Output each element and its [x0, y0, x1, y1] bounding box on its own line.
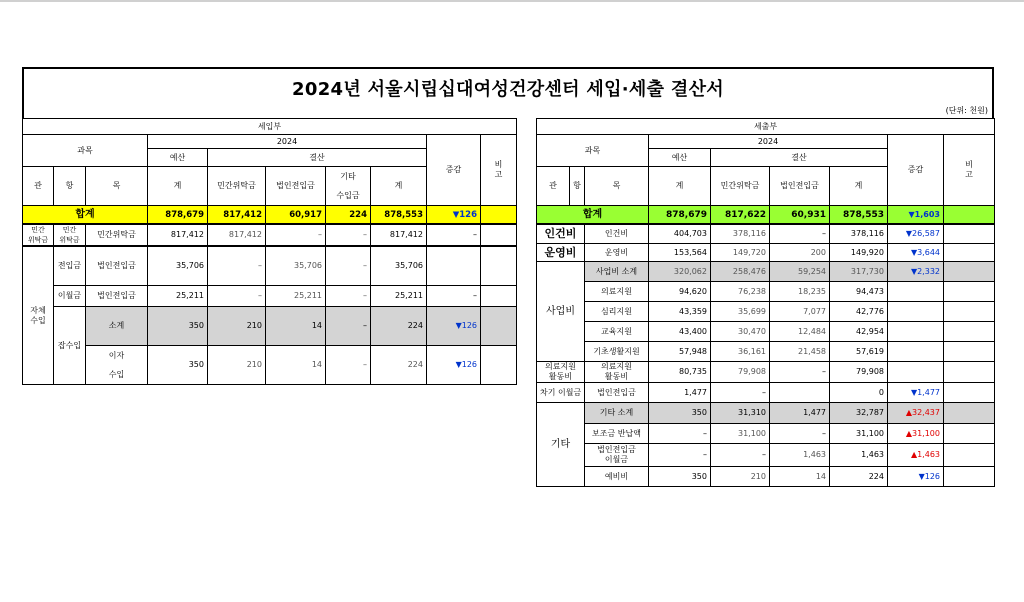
rev-subject-header: 과목 [23, 135, 148, 167]
rev-total-change: ▼126 [427, 206, 481, 225]
rev-c-change: – [427, 286, 481, 307]
exp-r8-mok: 의료지원 활동비 [585, 362, 649, 383]
exp-r6-corp: 12,484 [770, 322, 830, 342]
rev-b-corp: 35,706 [266, 246, 326, 286]
expense-table [536, 118, 995, 487]
exp-r3-change: ▼2,332 [888, 262, 944, 282]
rev-a-sum: 817,412 [371, 224, 427, 246]
exp-r8-corp: – [770, 362, 830, 383]
exp-row-basic-living [537, 342, 995, 362]
exp-hang-header: 항 [570, 167, 585, 206]
rev-b-etc: – [326, 246, 371, 286]
rev-sum-header: 계 [371, 167, 427, 206]
exp-r11-note [944, 424, 995, 444]
exp-r9-mok: 법인전입금 [585, 383, 649, 403]
exp-budget-header: 예산 [649, 149, 711, 167]
exp-r1-change: ▼26,587 [888, 224, 944, 244]
exp-total-label: 합계 [537, 206, 649, 225]
exp-year-header: 2024 [649, 135, 888, 149]
rev-c-note [481, 286, 517, 307]
exp-row-psych [537, 302, 995, 322]
rev-a-mok: 민간위탁금 [86, 224, 148, 246]
rev-row-carryover [23, 286, 517, 307]
rev-e-corp: 14 [266, 346, 326, 385]
exp-row-medical [537, 282, 995, 302]
rev-b-mok: 법인전입금 [86, 246, 148, 286]
title-frame [22, 67, 994, 118]
exp-r4-note [944, 282, 995, 302]
rev-c-private: – [208, 286, 266, 307]
rev-a-corp: – [266, 224, 326, 246]
exp-r2-note [944, 244, 995, 262]
rev-e-budget: 350 [148, 346, 208, 385]
exp-r10-mok: 기타 소계 [585, 403, 649, 424]
exp-r4-private: 76,238 [711, 282, 770, 302]
rev-a-etc: – [326, 224, 371, 246]
rev-e-private: 210 [208, 346, 266, 385]
rev-c-budget: 25,211 [148, 286, 208, 307]
rev-d-hang: 잡수입 [54, 307, 86, 385]
exp-r1-sum: 378,116 [830, 224, 888, 244]
rev-c-etc: – [326, 286, 371, 307]
exp-total-corp: 60,931 [770, 206, 830, 225]
rev-corp-header: 법인전입금 [266, 167, 326, 206]
exp-r7-private: 36,161 [711, 342, 770, 362]
exp-r9-gwan: 차기 이월금 [537, 383, 585, 403]
rev-change-header: 증감 [427, 135, 481, 206]
rev-d-etc: – [326, 307, 371, 346]
rev-a-private: 817,412 [208, 224, 266, 246]
rev-mok-header: 목 [86, 167, 148, 206]
exp-r7-sum: 57,619 [830, 342, 888, 362]
rev-gwan-self: 자체 수입 [23, 246, 54, 385]
exp-r7-mok: 기초생활지원 [585, 342, 649, 362]
exp-r4-corp: 18,235 [770, 282, 830, 302]
exp-r4-change [888, 282, 944, 302]
rev-c-corp: 25,211 [266, 286, 326, 307]
exp-r9-corp [770, 383, 830, 403]
exp-total-private: 817,622 [711, 206, 770, 225]
exp-r3-mok: 사업비 소계 [585, 262, 649, 282]
exp-row-program-subtotal [537, 262, 995, 282]
exp-gwan-header: 관 [537, 167, 570, 206]
rev-gwan-header: 관 [23, 167, 54, 206]
exp-r5-change [888, 302, 944, 322]
exp-r2-mok: 운영비 [585, 244, 649, 262]
rev-d-note [481, 307, 517, 346]
exp-total-header: 계 [649, 167, 711, 206]
exp-r10-note [944, 403, 995, 424]
rev-total-note [481, 206, 517, 225]
rev-b-hang: 전입금 [54, 246, 86, 286]
unit-label: (단위: 천원) [945, 106, 988, 115]
rev-private-header: 민간위탁금 [208, 167, 266, 206]
exp-note-header: 비 고 [944, 135, 995, 206]
exp-r12-budget: – [649, 444, 711, 467]
exp-r1-gwan: 인건비 [537, 224, 585, 244]
exp-r3-note [944, 262, 995, 282]
exp-r12-mok: 법인전입금 이월금 [585, 444, 649, 467]
exp-r5-budget: 43,359 [649, 302, 711, 322]
exp-r9-note [944, 383, 995, 403]
exp-r6-mok: 교육지원 [585, 322, 649, 342]
rev-a-note [481, 224, 517, 246]
rev-total-budget: 878,679 [148, 206, 208, 225]
rev-d-sum: 224 [371, 307, 427, 346]
rev-total-etc: 224 [326, 206, 371, 225]
rev-total-label: 합계 [23, 206, 148, 225]
exp-gwan-other: 기타 [537, 403, 585, 487]
rev-e-sum: 224 [371, 346, 427, 385]
rev-row-interest [23, 346, 517, 385]
exp-r5-note [944, 302, 995, 322]
exp-r9-private: – [711, 383, 770, 403]
exp-r6-private: 30,470 [711, 322, 770, 342]
exp-r10-sum: 32,787 [830, 403, 888, 424]
exp-r1-corp: – [770, 224, 830, 244]
rev-etc-header: 기타 수입금 [326, 167, 371, 206]
exp-r6-sum: 42,954 [830, 322, 888, 342]
exp-gwan-program: 사업비 [537, 262, 585, 362]
document-title: 2024년 서울시립십대여성건강센터 세입·세출 결산서 [292, 79, 724, 100]
exp-r13-mok: 예비비 [585, 467, 649, 487]
exp-sum-header: 계 [830, 167, 888, 206]
exp-r9-budget: 1,477 [649, 383, 711, 403]
exp-r2-gwan: 운영비 [537, 244, 585, 262]
exp-r11-change: ▲31,100 [888, 424, 944, 444]
exp-r11-mok: 보조금 반납액 [585, 424, 649, 444]
exp-r1-private: 378,116 [711, 224, 770, 244]
rev-e-note [481, 346, 517, 385]
rev-d-corp: 14 [266, 307, 326, 346]
exp-change-header: 증감 [888, 135, 944, 206]
exp-r12-private: – [711, 444, 770, 467]
rev-c-sum: 25,211 [371, 286, 427, 307]
rev-hang-header: 항 [54, 167, 86, 206]
exp-r8-private: 79,908 [711, 362, 770, 383]
exp-row-medical-activity [537, 362, 995, 383]
exp-r8-gwan: 의료지원 활동비 [537, 362, 585, 383]
exp-r7-note [944, 342, 995, 362]
exp-r11-sum: 31,100 [830, 424, 888, 444]
rev-row-private [23, 224, 517, 246]
rev-c-hang: 이월금 [54, 286, 86, 307]
exp-r13-sum: 224 [830, 467, 888, 487]
exp-r9-sum: 0 [830, 383, 888, 403]
exp-r13-corp: 14 [770, 467, 830, 487]
rev-note-header: 비 고 [481, 135, 517, 206]
rev-total-row [23, 206, 517, 225]
exp-r5-mok: 심리지원 [585, 302, 649, 322]
revenue-section-title: 세입부 [23, 119, 517, 135]
exp-r7-corp: 21,458 [770, 342, 830, 362]
exp-total-row [537, 206, 995, 225]
exp-r8-note [944, 362, 995, 383]
exp-r3-budget: 320,062 [649, 262, 711, 282]
exp-r6-budget: 43,400 [649, 322, 711, 342]
exp-r2-corp: 200 [770, 244, 830, 262]
exp-total-change: ▼1,603 [888, 206, 944, 225]
exp-r13-budget: 350 [649, 467, 711, 487]
exp-subject-header: 과목 [537, 135, 649, 167]
exp-r5-sum: 42,776 [830, 302, 888, 322]
rev-e-change: ▼126 [427, 346, 481, 385]
rev-d-change: ▼126 [427, 307, 481, 346]
exp-r4-sum: 94,473 [830, 282, 888, 302]
exp-r11-private: 31,100 [711, 424, 770, 444]
exp-r2-private: 149,720 [711, 244, 770, 262]
exp-r1-mok: 인건비 [585, 224, 649, 244]
expense-section-title: 세출부 [537, 119, 995, 135]
exp-r3-sum: 317,730 [830, 262, 888, 282]
rev-b-sum: 35,706 [371, 246, 427, 286]
exp-row-operating [537, 244, 995, 262]
rev-a-gwan: 민간 위탁금 [23, 224, 54, 246]
exp-r13-note [944, 467, 995, 487]
exp-r5-private: 35,699 [711, 302, 770, 322]
rev-row-misc-subtotal [23, 307, 517, 346]
rev-total-sum: 878,553 [371, 206, 427, 225]
rev-a-hang: 민간 위탁금 [54, 224, 86, 246]
exp-r10-budget: 350 [649, 403, 711, 424]
exp-r2-change: ▼3,644 [888, 244, 944, 262]
rev-e-etc: – [326, 346, 371, 385]
exp-corp-header: 법인전입금 [770, 167, 830, 206]
exp-settle-header: 결산 [711, 149, 888, 167]
exp-r12-sum: 1,463 [830, 444, 888, 467]
exp-r11-budget: – [649, 424, 711, 444]
exp-r12-corp: 1,463 [770, 444, 830, 467]
exp-row-other-subtotal [537, 403, 995, 424]
exp-r1-budget: 404,703 [649, 224, 711, 244]
exp-r6-note [944, 322, 995, 342]
rev-total-private: 817,412 [208, 206, 266, 225]
exp-private-header: 민간위탁금 [711, 167, 770, 206]
rev-c-mok: 법인전입금 [86, 286, 148, 307]
exp-r10-corp: 1,477 [770, 403, 830, 424]
rev-total-corp: 60,917 [266, 206, 326, 225]
exp-total-sum: 878,553 [830, 206, 888, 225]
exp-r7-budget: 57,948 [649, 342, 711, 362]
exp-r1-note [944, 224, 995, 244]
exp-row-education [537, 322, 995, 342]
exp-row-subsidy-return [537, 424, 995, 444]
exp-row-personnel [537, 224, 995, 244]
top-divider [0, 0, 1024, 2]
exp-r4-mok: 의료지원 [585, 282, 649, 302]
rev-d-mok: 소계 [86, 307, 148, 346]
rev-a-budget: 817,412 [148, 224, 208, 246]
rev-total-header: 계 [148, 167, 208, 206]
exp-r10-change: ▲32,437 [888, 403, 944, 424]
rev-b-budget: 35,706 [148, 246, 208, 286]
rev-a-change: – [427, 224, 481, 246]
exp-r12-change: ▲1,463 [888, 444, 944, 467]
exp-r2-sum: 149,920 [830, 244, 888, 262]
rev-year-header: 2024 [148, 135, 427, 149]
exp-r6-change [888, 322, 944, 342]
rev-d-budget: 350 [148, 307, 208, 346]
revenue-table [22, 118, 517, 385]
exp-r10-private: 31,310 [711, 403, 770, 424]
rev-settle-header: 결산 [208, 149, 427, 167]
rev-b-private: – [208, 246, 266, 286]
exp-r3-private: 258,476 [711, 262, 770, 282]
exp-total-budget: 878,679 [649, 206, 711, 225]
rev-b-note [481, 246, 517, 286]
exp-r12-note [944, 444, 995, 467]
exp-r8-budget: 80,735 [649, 362, 711, 383]
exp-row-corp-carryover [537, 444, 995, 467]
exp-mok-header: 목 [585, 167, 649, 206]
rev-d-private: 210 [208, 307, 266, 346]
exp-row-reserve [537, 467, 995, 487]
exp-r9-change: ▼1,477 [888, 383, 944, 403]
exp-r11-corp: – [770, 424, 830, 444]
exp-r13-private: 210 [711, 467, 770, 487]
exp-r3-corp: 59,254 [770, 262, 830, 282]
rev-row-transfer [23, 246, 517, 286]
rev-e-mok: 이자 수입 [86, 346, 148, 385]
exp-row-next-carryover [537, 383, 995, 403]
exp-r8-sum: 79,908 [830, 362, 888, 383]
exp-r7-change [888, 342, 944, 362]
exp-r13-change: ▼126 [888, 467, 944, 487]
rev-budget-header: 예산 [148, 149, 208, 167]
exp-total-note [944, 206, 995, 225]
exp-r5-corp: 7,077 [770, 302, 830, 322]
exp-r2-budget: 153,564 [649, 244, 711, 262]
exp-r8-change [888, 362, 944, 383]
exp-r4-budget: 94,620 [649, 282, 711, 302]
rev-b-change [427, 246, 481, 286]
